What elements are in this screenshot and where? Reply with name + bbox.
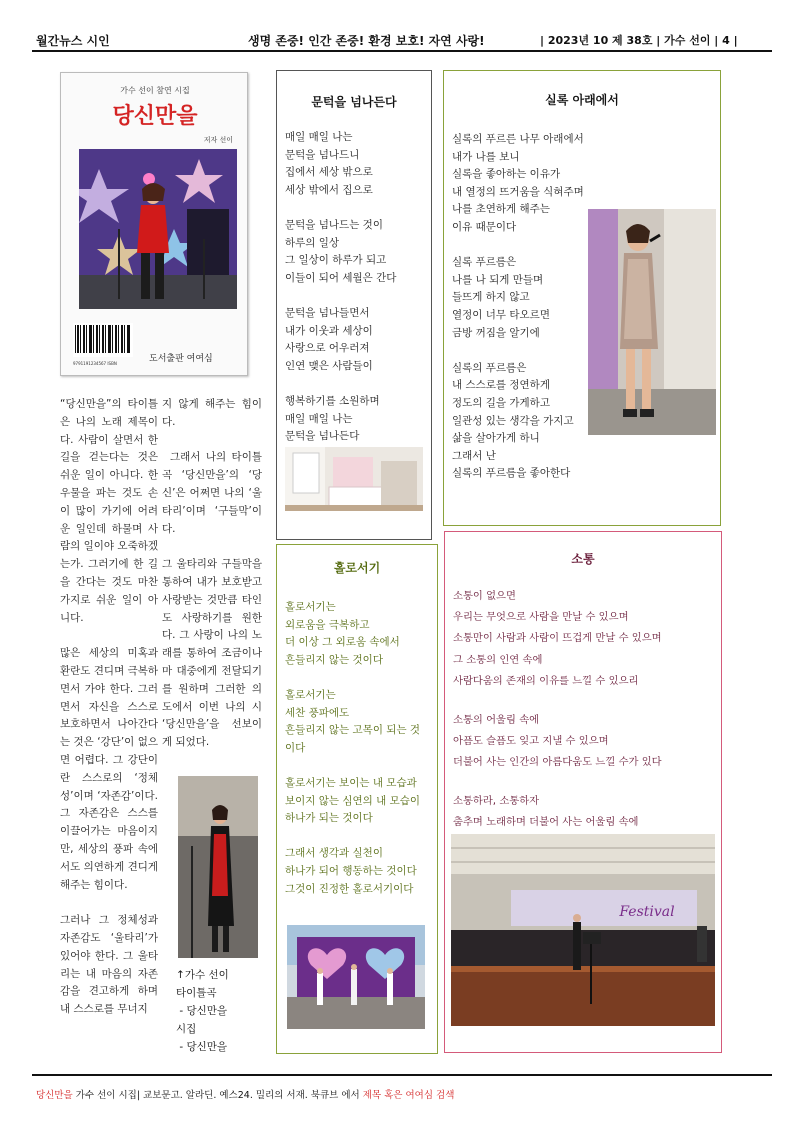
poem-line: 이유 때문이다 [452, 220, 517, 233]
poem-line: 일관성 있는 생각을 가지고 [452, 414, 574, 427]
article-paragraph: 그러나 그 정체성과 자존감도 ‘울타리’가 있어야 한다. 그 울타리는 내 마음의 자존감을 견고하게 하며 내 스스로를 무너지 [60, 914, 158, 1016]
poem-line: 실록의 푸르름은 [452, 361, 527, 374]
poem-line: 아픔도 슬픔도 잊고 지낼 수 있으며 [453, 734, 609, 747]
poem-line: 나를 초연하게 해주는 [452, 203, 550, 216]
poem-line: 그 일상이 하루가 되고 [285, 254, 387, 267]
poem-line: 금방 꺼짐을 알기에 [452, 326, 540, 339]
singer-photo-sequin-dress [588, 209, 716, 435]
poem-line: 실록의 푸르름을 좋아한다 [452, 467, 571, 480]
stanza-gap [453, 692, 662, 710]
poem-line: 집에서 세상 밖으로 [285, 166, 373, 179]
poem-line: 보이지 않는 심연의 내 모습이 [285, 794, 421, 807]
poem-line: 춤추며 노래하며 더불어 사는 어울림 속에 [453, 816, 639, 829]
barcode [73, 323, 133, 366]
caption-arrow: ↑ [176, 969, 185, 981]
poem-line: 행복하기를 소원하며 [285, 394, 380, 407]
poem-line: 그래서 난 [452, 449, 496, 462]
book-subtitle: 가수 선이 참연 시집 [120, 86, 190, 95]
festival-stage-photo [451, 834, 715, 1026]
poem-box-threshold [276, 70, 432, 540]
poem-line: 그래서 생각과 실천이 [285, 847, 383, 860]
poem-line: 그 소통의 인연 속에 [453, 653, 543, 666]
book-author: 저자 선이 [203, 136, 233, 144]
footer-rule [32, 1074, 772, 1076]
book-title: 당신만을 [112, 104, 198, 129]
stanza-gap [452, 342, 584, 360]
caption-line: - 당신만을 [176, 1005, 228, 1017]
poem-line: 내 스스로를 정연하게 [452, 379, 550, 392]
poem-line: 문턱을 넘나들면서 [285, 306, 370, 319]
poem-line: 사랑으로 어우러져 [285, 342, 370, 355]
poem-line: 삶을 살아가게 하니 [452, 432, 540, 445]
page-header [0, 0, 800, 52]
book-publisher: 도서출판 여여심 [149, 354, 213, 364]
poem-line: 내가 나를 보니 [452, 150, 520, 163]
stanza-gap [285, 828, 420, 846]
poem-title: 실록 아래에서 [545, 93, 619, 107]
poem-box-greenery [443, 70, 721, 526]
poem-line: 사람다움의 존재의 이유를 느낄 수 있으리 [453, 674, 639, 687]
page-footer [36, 1087, 454, 1101]
poem-line: 하나가 되어 행동하는 것이다 [285, 864, 417, 877]
article-column-1 [60, 396, 158, 1019]
stage-photo-hearts [287, 925, 425, 1029]
stanza-gap [285, 287, 396, 305]
article-paragraph: 그 울타리와 구들막을 통하여 내가 보호받고 사랑받는 것만큼 타인도 사랑하기를 원한다. 그 사랑이 나의 노래를 통하여 조금이나마 대중에게 전달되기를 원하며 그러한 의도에서 이번 나의 시 ‘당신만을’을 선보이게 되었다. [162, 558, 262, 749]
poem-line: 정도의 길을 가게하고 [452, 396, 550, 409]
poem-line: 홀로서기는 보이는 내 모습과 [285, 776, 417, 789]
poem-line: 열정이 너무 타오르면 [452, 308, 550, 321]
poem-line: 소통이 없으면 [453, 590, 516, 602]
book-cover [60, 72, 248, 376]
issue-info: | 2023년 10 제 38호 | 가수 선이 | 4 | [540, 34, 738, 47]
article-column-2 [162, 396, 262, 770]
poem-line: 이들이 되어 세월은 간다 [285, 271, 397, 284]
caption-line: - 당신만을 [176, 1041, 228, 1053]
poem-line: 문턱을 넘나드니 [285, 148, 360, 161]
poem-line: 실록의 푸르른 나무 아래에서 [452, 133, 584, 145]
poem-box-communication [444, 531, 722, 1053]
book-cover-photo [79, 149, 237, 309]
poem-line: 하나가 되는 것이다 [285, 812, 373, 825]
footer-search-hint: 제목 혹은 여여심 검색 [362, 1090, 455, 1101]
stanza-gap [453, 773, 662, 791]
poem-line: 소통하라, 소통하자 [453, 794, 540, 807]
poem-line: 외로움을 극복하고 [285, 618, 370, 631]
poem-line: 소통만이 사람과 사람이 뜨겁게 만날 수 있으며 [453, 632, 662, 645]
poem-line: 들뜨게 하지 않고 [452, 291, 530, 304]
poem-line: 우리는 무엇으로 사람을 만날 수 있으며 [453, 611, 629, 624]
bedroom-photo [285, 447, 423, 511]
slogan: 생명 존중! 인간 존중! 환경 보호! 자연 사랑! [248, 34, 485, 48]
stanza-gap [285, 669, 420, 687]
header-rule [32, 50, 772, 52]
poem-body [285, 599, 420, 898]
barcode-number: 9791191234567 ISBN [73, 361, 117, 366]
poem-body [285, 129, 396, 446]
stanza-gap [285, 375, 396, 393]
article-paragraph: “당신만을”의 타이틀은 나의 노래 제목이다. 사람이 살면서 한 길을 걷는다는 것은 쉬운 일이 아니다. 한 우물을 파는 것도 손이 많이 가기에 어려운 일인데 하물며 사람의 일이야 오죽하겠는가. 그러기에 한 길을 간다는 것도 마찬가지로 쉬운 일이 아니다. [60, 398, 158, 624]
poem-line: 문턱을 넘나드는 것이 [285, 218, 383, 231]
poem-title: 소통 [571, 552, 595, 566]
festival-banner-text: Festival [619, 904, 675, 920]
caption-line: 시집 [176, 1023, 197, 1035]
poem-line: 실록 푸르름은 [452, 256, 517, 269]
poem-line: 흔들리지 않는 고목이 되는 것 [285, 724, 421, 737]
poem-line: 내 열정의 뜨거움을 식혀주며 [452, 185, 584, 198]
poem-line: 매일 매일 나는 [285, 412, 353, 425]
article-paragraph: 그래서 나의 타이틀곡 ‘당신만을’의 ‘당신’은 어쩌면 나의 ‘울타리’이며 ‘구들막’이다. [162, 451, 262, 535]
poem-box-standing-alone [276, 544, 438, 1054]
singer-photo-red-dress [178, 776, 258, 958]
poem-line: 소통의 어울림 속에 [453, 713, 540, 726]
poem-line: 더 이상 그 외로움 속에서 [285, 636, 400, 649]
stanza-gap [285, 757, 420, 775]
poem-line: 흔들리지 않는 것이다 [285, 653, 383, 666]
poem-line: 매일 매일 나는 [285, 131, 353, 143]
article-paragraph: 많은 세상의 미혹과 환란도 견디며 극복하면서 가야 한다. 그러면서 자신을 스스로 보호하면서 나아간다는 것은 ‘강단’이 없으면 어렵다. 그 강단이란 스스로의 ‘정체성’이며 ‘자존감’이다. 그 자존감은 스스를 이끌어가는 마음이지만, 세상의 풍파 속에서도 의연하게 견디게 해주는 힘이다. [60, 647, 158, 891]
poem-line: 홀로서기는 [285, 688, 336, 701]
stanza-gap [285, 199, 396, 217]
poem-line: 홀로서기는 [285, 601, 336, 613]
footer-stores: 가수 선이 시집| 교보문고. 알라딘. 예스24. 밀리의 서재. 북큐브 에서 [72, 1090, 363, 1101]
publication-name: 월간뉴스 시인 [36, 34, 110, 48]
poem-line: 인연 맺은 사람들이 [285, 359, 373, 372]
poem-line: 실록을 좋아하는 이유가 [452, 168, 561, 181]
poem-title: 홀로서기 [333, 561, 381, 575]
caption-line: 타이틀곡 [176, 987, 217, 999]
poem-line: 세찬 풍파에도 [285, 706, 350, 719]
article-paragraph: 지 않게 해주는 힘이다. [162, 398, 262, 428]
footer-book-title: 당신만을 [36, 1090, 73, 1101]
poem-line: 내가 이웃과 세상이 [285, 324, 373, 337]
stanza-gap [452, 237, 584, 255]
poem-line: 그것이 진정한 홀로서기이다 [285, 882, 414, 895]
photo-caption [176, 966, 266, 1056]
poem-line: 나를 나 되게 만들며 [452, 273, 544, 286]
poem-body [453, 586, 662, 854]
poem-line: 세상 밖에서 집으로 [285, 183, 373, 196]
poem-line: 문턱을 넘나든다 [285, 430, 360, 443]
poem-line: 이다 [285, 741, 306, 754]
poem-line: 더불어 사는 인간의 아름다움도 느낄 수가 있다 [453, 756, 662, 769]
poem-body [452, 131, 584, 483]
caption-line: 가수 선이 [184, 969, 229, 981]
poem-title: 문턱을 넘나든다 [311, 95, 397, 109]
poem-line: 하루의 일상 [285, 236, 340, 249]
